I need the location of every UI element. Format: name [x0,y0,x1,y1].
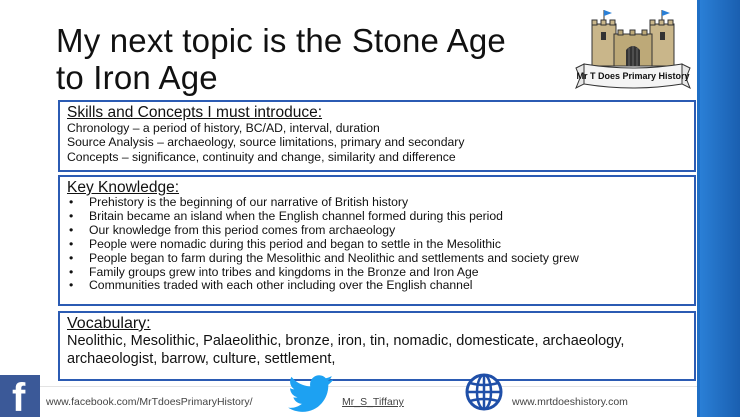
slide-title [56,22,576,96]
logo-banner [576,64,690,88]
list-item: • People were nomadic during this period and began to settle in the Mesolithic [67,238,687,252]
key-knowledge-box [58,175,696,306]
website-link[interactable]: www.mrtdoeshistory.com [512,396,628,408]
footer-divider [0,386,697,387]
list-item: • Family groups grew into tribes and kingdoms in the Bronze and Iron Age [67,266,687,280]
skills-line: Concepts – significance, continuity and change, similarity and difference [67,149,456,164]
twitter-bird-icon[interactable] [288,375,334,413]
vocabulary-line: archaeologist, barrow, culture, settlement, [67,350,336,367]
right-accent-gradient [700,0,740,417]
knowledge-heading: Key Knowledge: [67,179,180,196]
skills-heading: Skills and Concepts I must introduce: [67,104,323,121]
vocabulary-box [58,311,696,381]
skills-line: Source Analysis – archaeology, source limitations, primary and secondary [67,135,465,150]
castle-icon [592,10,674,66]
skills-line: Chronology – a period of history, BC/AD, interval, duration [67,121,380,135]
title-line-2: to Iron Age [56,59,218,96]
title-line-1: My next topic is the Stone Age [56,22,506,59]
skills-box [58,100,696,172]
list-item: • People began to farm during the Mesolithic and Neolithic and settlements and society grew [67,252,687,266]
list-item: • Communities traded with each other including over the English channel [67,279,687,293]
vocabulary-heading: Vocabulary: [67,315,151,332]
globe-icon[interactable] [464,372,504,412]
list-item: • Prehistory is the beginning of our narrative of British history [67,196,687,210]
list-item: • Our knowledge from this period comes from archaeology [67,224,687,238]
twitter-handle-link[interactable]: Mr_S_Tiffany [342,396,404,408]
vocabulary-line: Neolithic, Mesolithic, Palaeolithic, bronze, iron, tin, nomadic, domesticate, archaeology, [67,333,625,349]
logo-text: Mr T Does Primary History [576,71,690,81]
facebook-link[interactable]: www.facebook.com/MrTdoesPrimaryHistory/ [46,396,253,408]
list-item: • Britain became an island when the English channel formed during this period [67,210,687,224]
facebook-icon[interactable]: f [0,375,40,417]
knowledge-list [67,196,687,293]
castle-logo [574,6,692,92]
